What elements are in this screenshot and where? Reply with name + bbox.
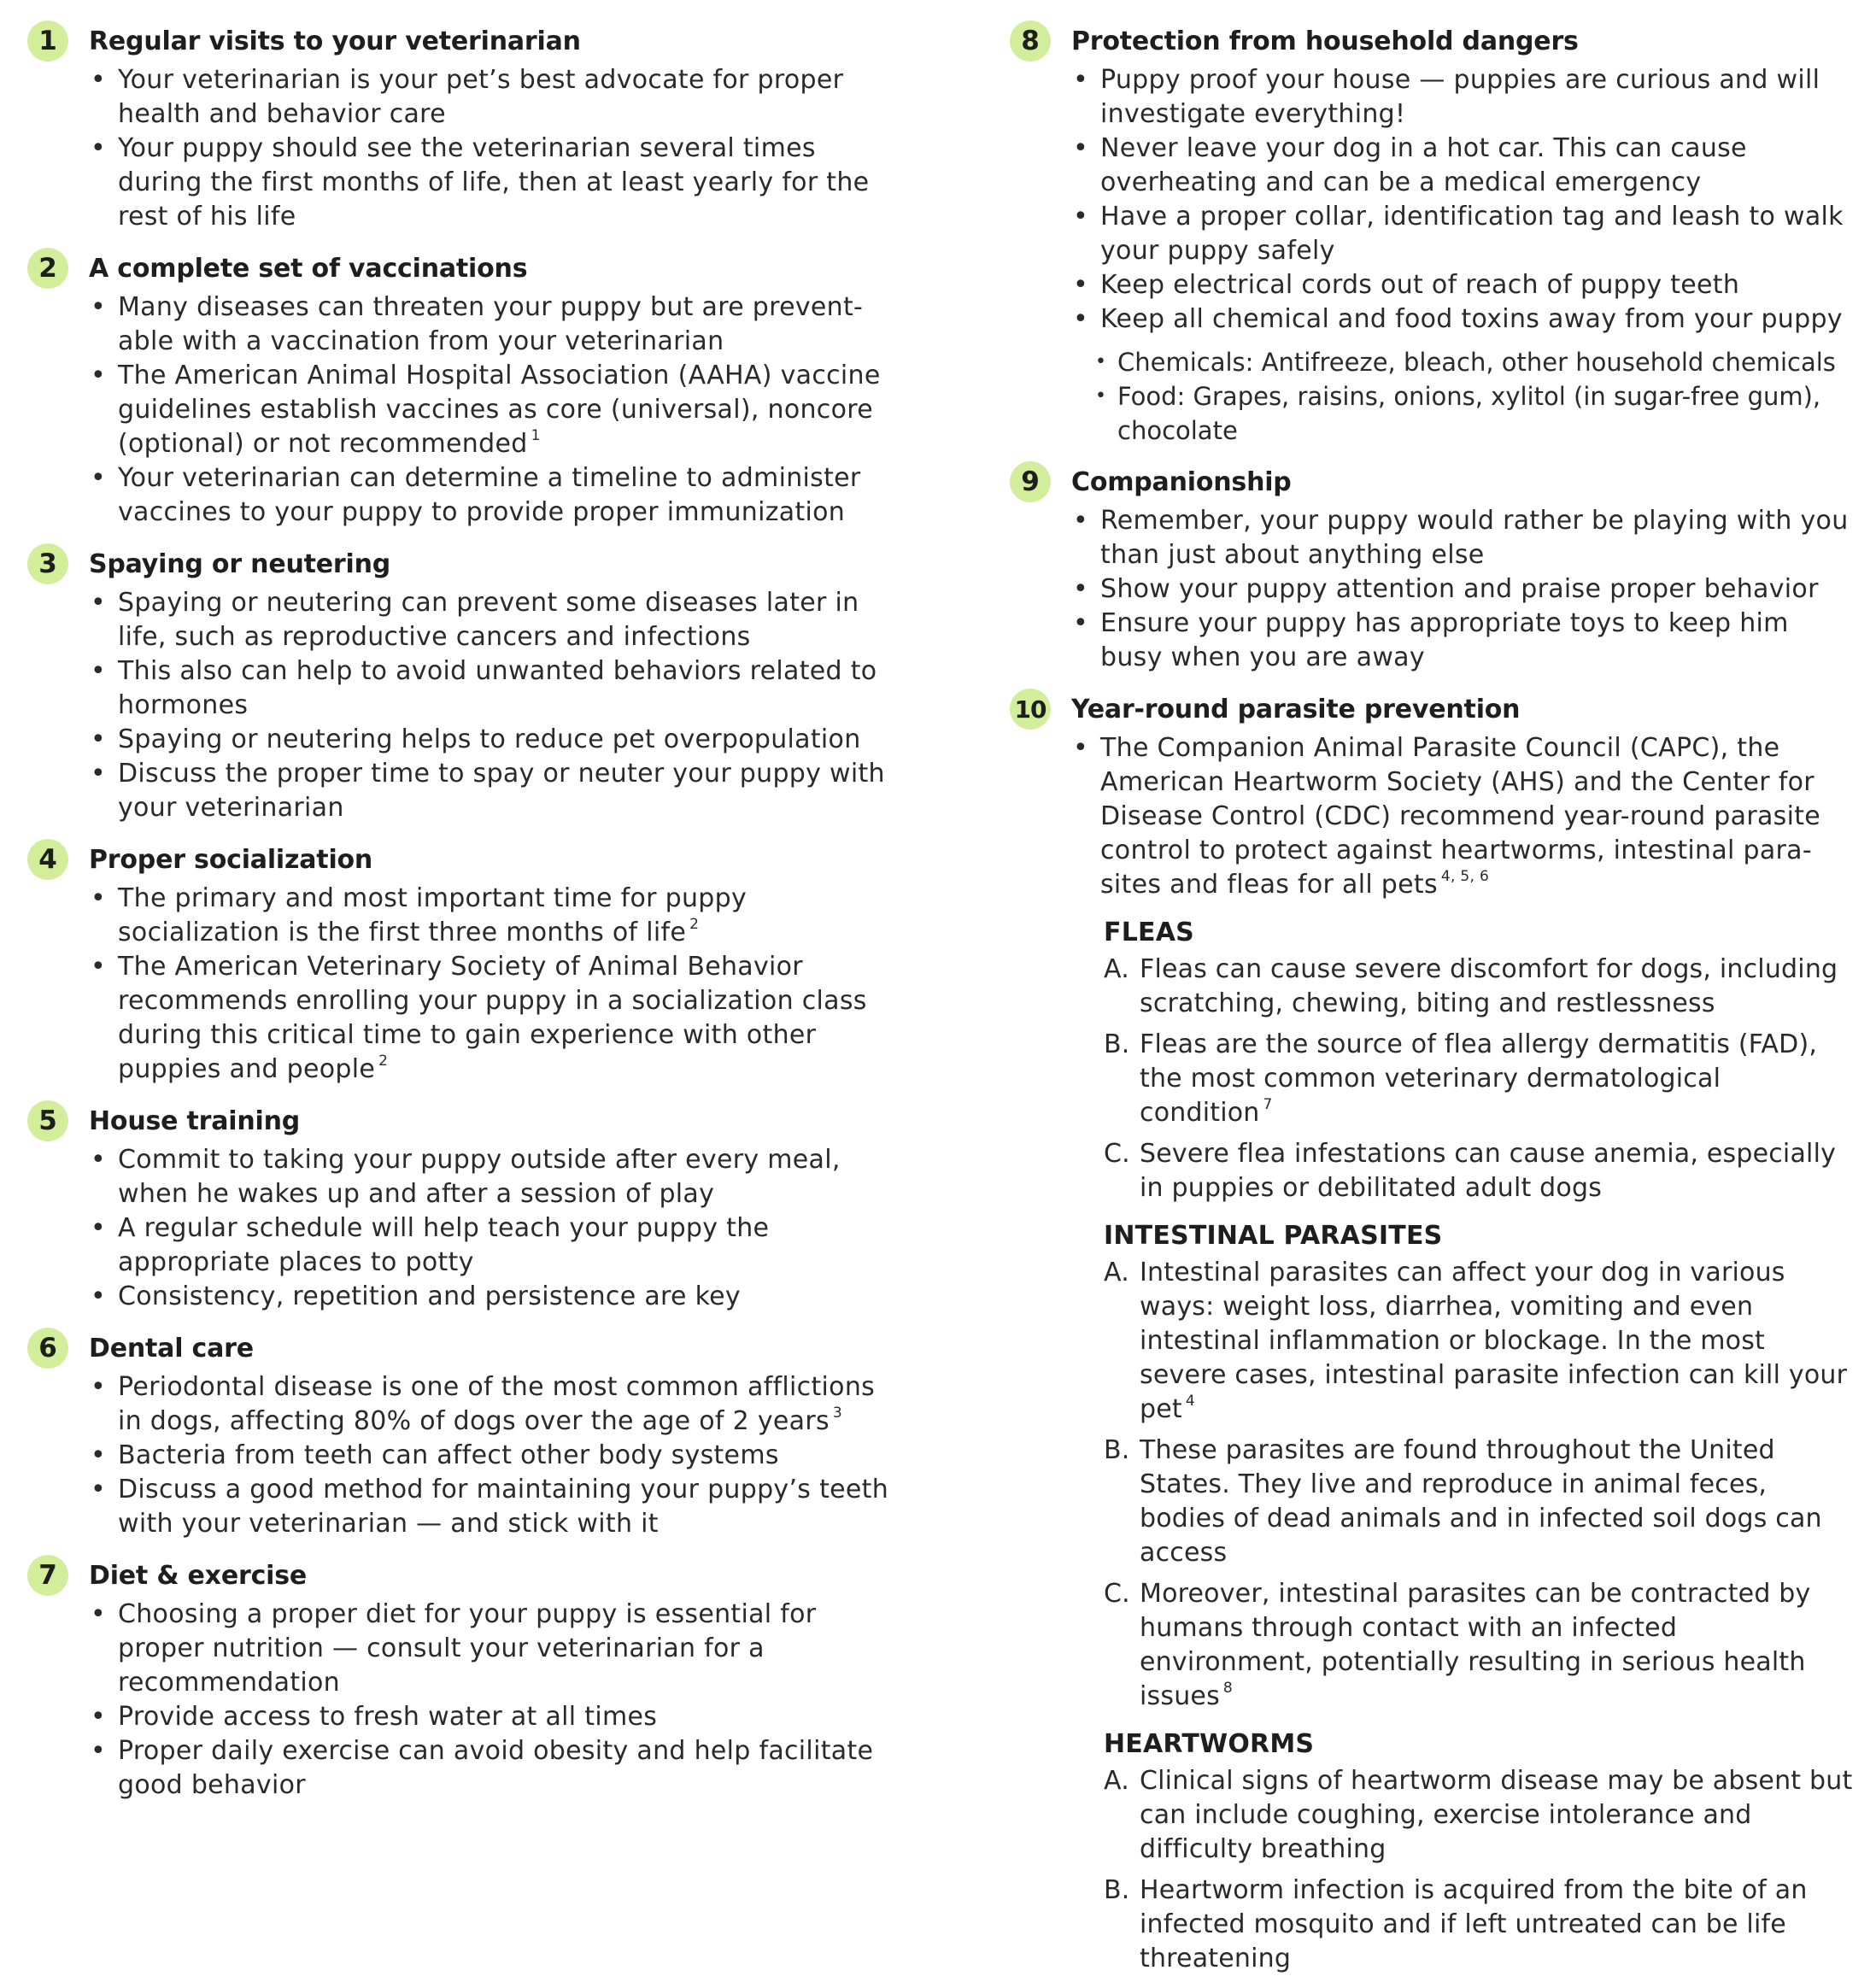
footnote-ref: 2	[689, 916, 700, 933]
section-10	[1010, 687, 1855, 1976]
bullet-item: • Spaying or neutering can prevent some diseases later in life, such as reproductive cancers and infections	[89, 586, 890, 654]
section-title: Companionship	[1071, 466, 1292, 497]
bullet-item: • Keep all chemical and food toxins away from your puppy	[1071, 302, 1855, 337]
section-9	[1010, 460, 1855, 675]
footnote-ref: 1	[531, 427, 541, 444]
lettered-item: A. Clinical signs of heartworm disease may be absent but can include coughing, exercise intolerance and difficulty breathing	[1104, 1766, 1853, 1864]
section-3	[27, 542, 890, 825]
section-7	[27, 1553, 890, 1803]
lettered-item: C. Severe flea infestations can cause anemia, especially in puppies or debilitated adult dogs	[1104, 1139, 1837, 1203]
section-1	[27, 19, 890, 234]
bullet-item: • Puppy proof your house — puppies are curious and will investigate everything!	[1071, 63, 1855, 132]
lettered-item: B. Heartworm infection is acquired from the bite of an infected mosquito and if left untreated can be life threatening	[1104, 1875, 1808, 1973]
footnote-ref: 3	[832, 1405, 843, 1422]
section-title: A complete set of vaccinations	[89, 253, 528, 284]
bullet-item: • Never leave your dog in a hot car. This can cause overheating and can be a medical emergency	[1071, 132, 1855, 200]
footnote-ref: 8	[1222, 1680, 1233, 1697]
bullet-item: • Bacteria from teeth can affect other body systems	[89, 1439, 890, 1473]
section-number-badge: 10	[1010, 689, 1051, 730]
bullet-item: • The primary and most important time for puppy socialization is the first three months of life $^2$	[89, 882, 890, 950]
section-number-badge: 6	[27, 1328, 68, 1369]
bullet-item: • Keep electrical cords out of reach of puppy teeth	[1071, 268, 1855, 302]
footnote-ref: 7	[1263, 1096, 1273, 1113]
fleas-heading: FLEAS	[1104, 918, 1194, 947]
bullet-item: • Your puppy should see the veterinarian several times during the first months of life, then at least yearly for the rest of his life	[89, 132, 890, 234]
bullet-item: • Your veterinarian is your pet’s best advocate for proper health and behavior care	[89, 63, 890, 132]
section-title: Year-round parasite prevention	[1071, 694, 1521, 724]
bullet-item: • This also can help to avoid unwanted behaviors related to hormones	[89, 654, 890, 723]
section-number-badge: 4	[27, 839, 68, 880]
heartworms-heading: HEARTWORMS	[1104, 1729, 1315, 1759]
section-number-badge: 7	[27, 1555, 68, 1596]
section-2	[27, 246, 890, 530]
right-column	[1010, 19, 1855, 1988]
section-number-badge: 1	[27, 21, 68, 62]
lettered-item: A. Fleas can cause severe discomfort for dogs, including scratching, chewing, biting and restlessness	[1104, 954, 1838, 1018]
bullet-item: • Show your puppy attention and praise proper behavior	[1071, 572, 1855, 607]
section-title: Spaying or neutering	[89, 548, 391, 579]
footnote-ref: 2	[378, 1053, 389, 1070]
footnote-ref: 4	[1185, 1393, 1195, 1410]
lettered-item: B. Fleas are the source of flea allergy dermatitis (FAD), the most common veterinary dermatological condition $^7$	[1104, 1029, 1818, 1128]
bullet-item: • Provide access to fresh water at all times	[89, 1700, 890, 1734]
section-title: Protection from household dangers	[1071, 26, 1579, 56]
section-title: Proper socialization	[89, 844, 373, 875]
section-number-badge: 5	[27, 1100, 68, 1141]
bullet-item: • Your veterinarian can determine a timeline to administer vaccines to your puppy to provide proper immunization	[89, 461, 890, 530]
section-title: Regular visits to your veterinarian	[89, 26, 581, 56]
bullet-item: • Ensure your puppy has appropriate toys to keep him busy when you are away	[1071, 607, 1855, 675]
bullet-item: • A regular schedule will help teach your puppy the appropriate places to potty	[89, 1211, 890, 1280]
bullet-item: • Consistency, repetition and persistence are key	[89, 1280, 890, 1314]
bullet-item: • Discuss a good method for maintaining your puppy’s teeth with your veterinarian — and stick with it	[89, 1473, 890, 1541]
lettered-item: B. These parasites are found throughout the United States. They live and reproduce in animal feces, bodies of dead animals and in infected soil dogs can access	[1104, 1435, 1822, 1568]
intestinal-parasites-heading: INTESTINAL PARASITES	[1104, 1221, 1443, 1251]
bullet-item: • The American Veterinary Society of Animal Behavior recommends enrolling your puppy in a socialization class during this critical time to gain experience with other puppies and people $^2$	[89, 950, 890, 1087]
bullet-item: • Choosing a proper diet for your puppy is essential for proper nutrition — consult your veterinarian for a recommendation	[89, 1598, 890, 1700]
bullet-item: • Discuss the proper time to spay or neuter your puppy with your veterinarian	[89, 757, 890, 825]
sub-bullet-item: • Food: Grapes, raisins, onions, xylitol (in sugar-free gum), chocolate	[1095, 379, 1855, 448]
bullet-item: • Remember, your puppy would rather be playing with you than just about anything else	[1071, 504, 1855, 572]
footnote-ref: 4, 5, 6	[1440, 868, 1490, 885]
section-6	[27, 1326, 890, 1541]
section-number-badge: 3	[27, 543, 68, 584]
bullet-item: • Many diseases can threaten your puppy but are prevent-able with a vaccination from your veterinarian	[89, 290, 890, 359]
section-number-badge: 2	[27, 248, 68, 289]
section-4	[27, 837, 890, 1087]
lettered-item: A. Intestinal parasites can affect your dog in various ways: weight loss, diarrhea, vomiting and even intestinal inflammation or blockage. In the most severe cases, intestinal parasite infection can kill your pet $^4$	[1104, 1258, 1848, 1424]
section-8	[1010, 19, 1855, 448]
bullet-item: • The American Animal Hospital Association (AAHA) vaccine guidelines establish vaccines as core (universal), noncore (optional) or not recommended $^1$	[89, 359, 890, 461]
left-column	[27, 19, 890, 1815]
section-title: Dental care	[89, 1333, 254, 1363]
section-title: Diet & exercise	[89, 1560, 308, 1591]
bullet-item: • Have a proper collar, identification tag and leash to walk your puppy safely	[1071, 200, 1855, 268]
section-5	[27, 1099, 890, 1314]
bullet-item: • Spaying or neutering helps to reduce pet overpopulation	[89, 723, 890, 757]
section-title: House training	[89, 1105, 301, 1136]
sub-bullet-item: • Chemicals: Antifreeze, bleach, other household chemicals	[1095, 345, 1855, 379]
section-number-badge: 9	[1010, 461, 1051, 502]
bullet-item: • The Companion Animal Parasite Council (CAPC), the American Heartworm Society (AHS) and the Center for Disease Control (CDC) recommend year-round parasite control to protect against heartworms, intestinal para-sites and fleas for all pets $^{4, 5, 6}$	[1071, 731, 1855, 902]
lettered-item: C. Moreover, intestinal parasites can be contracted by humans through contact with an infected environment, potentially resulting in serious health issues $^8$	[1104, 1579, 1811, 1711]
section-number-badge: 8	[1010, 21, 1051, 62]
bullet-item: • Commit to taking your puppy outside after every meal, when he wakes up and after a session of play	[89, 1143, 890, 1211]
bullet-item: • Periodontal disease is one of the most common afflictions in dogs, affecting 80% of dogs over the age of 2 years $^3$	[89, 1370, 890, 1439]
bullet-item: • Proper daily exercise can avoid obesity and help facilitate good behavior	[89, 1734, 890, 1803]
